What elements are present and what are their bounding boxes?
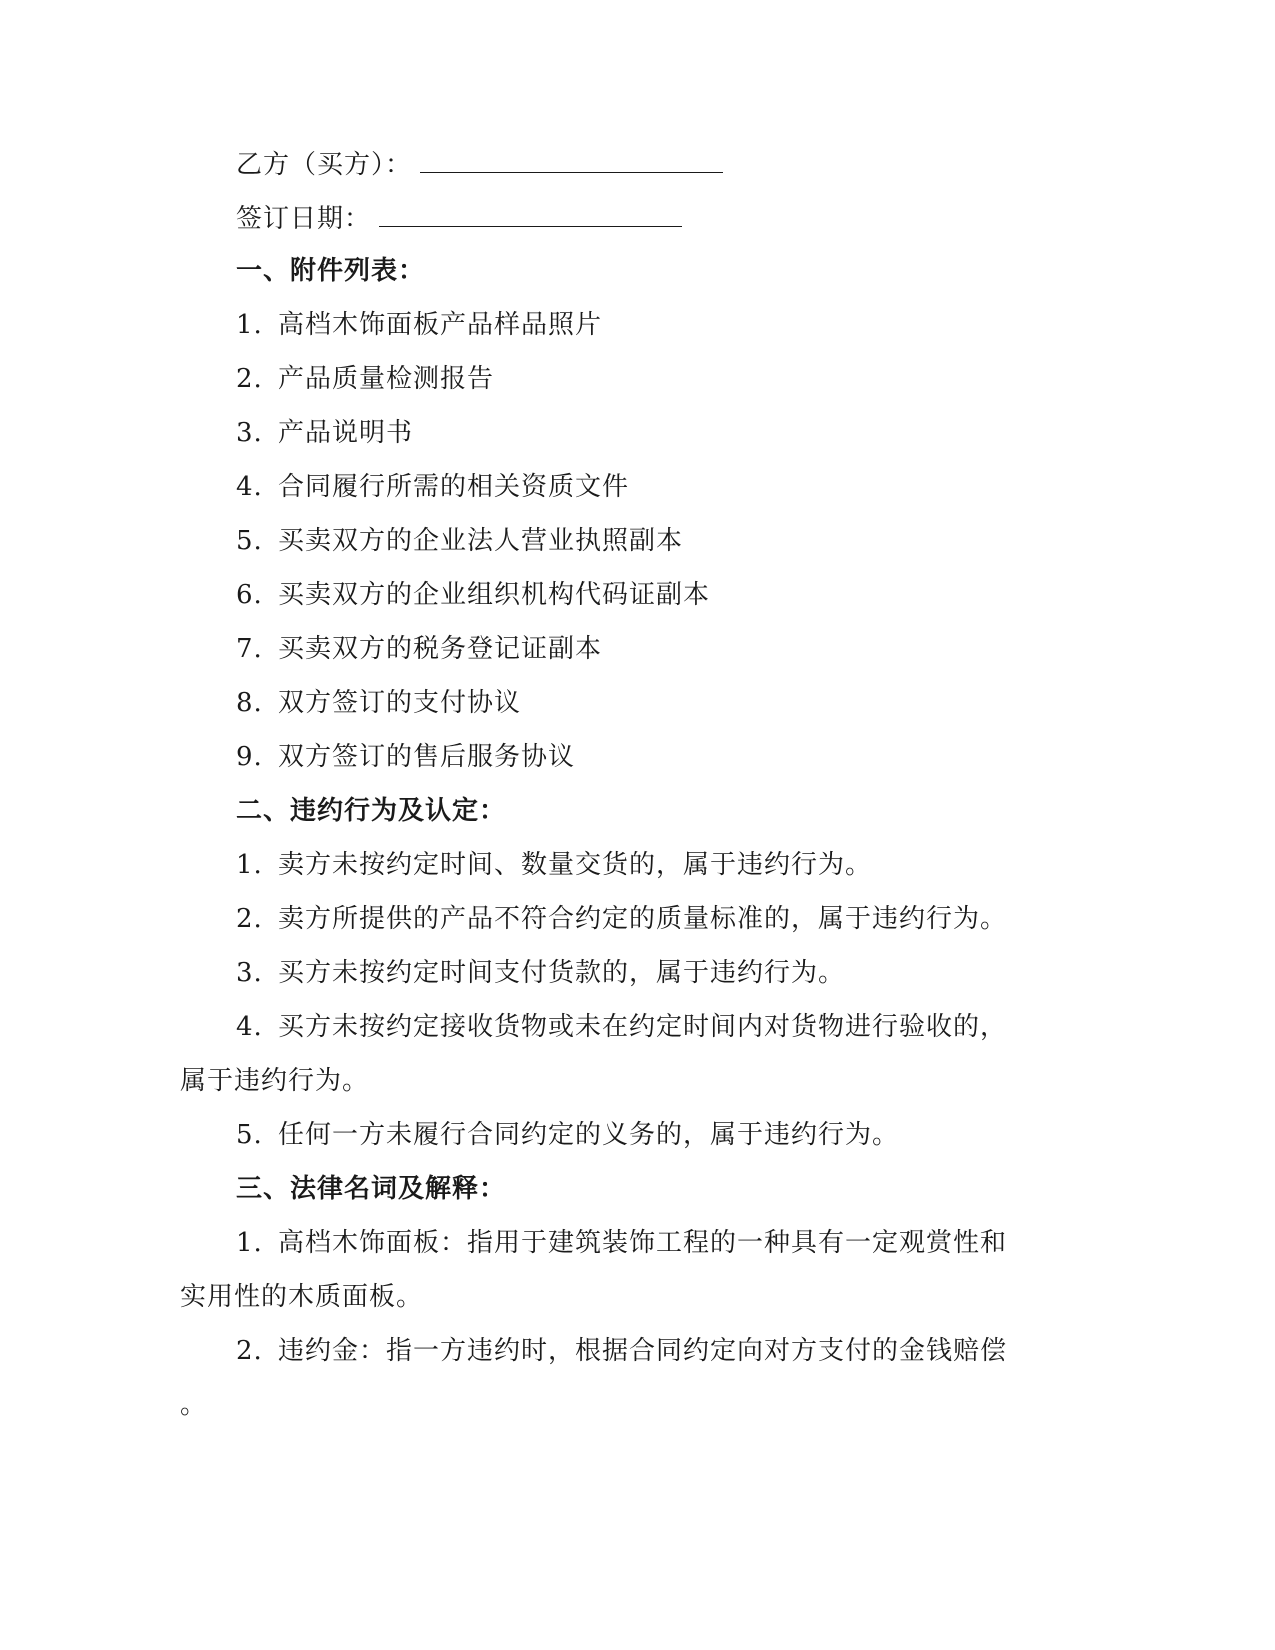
list-item: 7. 买卖双方的税务登记证副本 [236,634,603,664]
list-item: 1. 高档木饰面板：指用于建筑装饰工程的一种具有一定观赏性和 [236,1228,1008,1258]
list-item: 3. 产品说明书 [236,418,414,448]
list-item: 8. 双方签订的支付协议 [236,688,522,718]
section3-title: 三、法律名词及解释： [236,1174,507,1204]
party-b-label: 乙方（买方）： [236,150,413,180]
sign-date-label: 签订日期： [236,204,372,234]
list-item: 4. 买方未按约定接收货物或未在约定时间内对货物进行验收的， [236,1012,1008,1042]
sign-date-blank[interactable] [379,200,682,227]
list-item-continuation: 。 [180,1390,208,1420]
list-item: 1. 卖方未按约定时间、数量交货的，属于违约行为。 [236,850,873,880]
list-item: 3. 买方未按约定时间支付货款的，属于违约行为。 [236,958,846,988]
list-item: 5. 买卖双方的企业法人营业执照副本 [236,526,684,556]
list-item: 2. 卖方所提供的产品不符合约定的质量标准的，属于违约行为。 [236,904,1008,934]
list-item: 4. 合同履行所需的相关资质文件 [236,472,630,502]
list-item: 1. 高档木饰面板产品样品照片 [236,310,603,340]
list-item: 9. 双方签订的售后服务协议 [236,742,576,772]
list-item: 5. 任何一方未履行合同约定的义务的，属于违约行为。 [236,1120,900,1150]
party-b-line [236,146,723,182]
list-item: 2. 产品质量检测报告 [236,364,495,394]
list-item-continuation: 实用性的木质面板。 [180,1282,424,1312]
list-item-continuation: 属于违约行为。 [180,1066,370,1096]
list-item: 6. 买卖双方的企业组织机构代码证副本 [236,580,711,610]
list-item: 2. 违约金：指一方违约时，根据合同约定向对方支付的金钱赔偿 [236,1336,1008,1366]
section1-title: 一、附件列表： [236,256,426,286]
sign-date-line [236,200,682,236]
section2-title: 二、违约行为及认定： [236,796,507,826]
party-b-blank[interactable] [420,146,723,173]
